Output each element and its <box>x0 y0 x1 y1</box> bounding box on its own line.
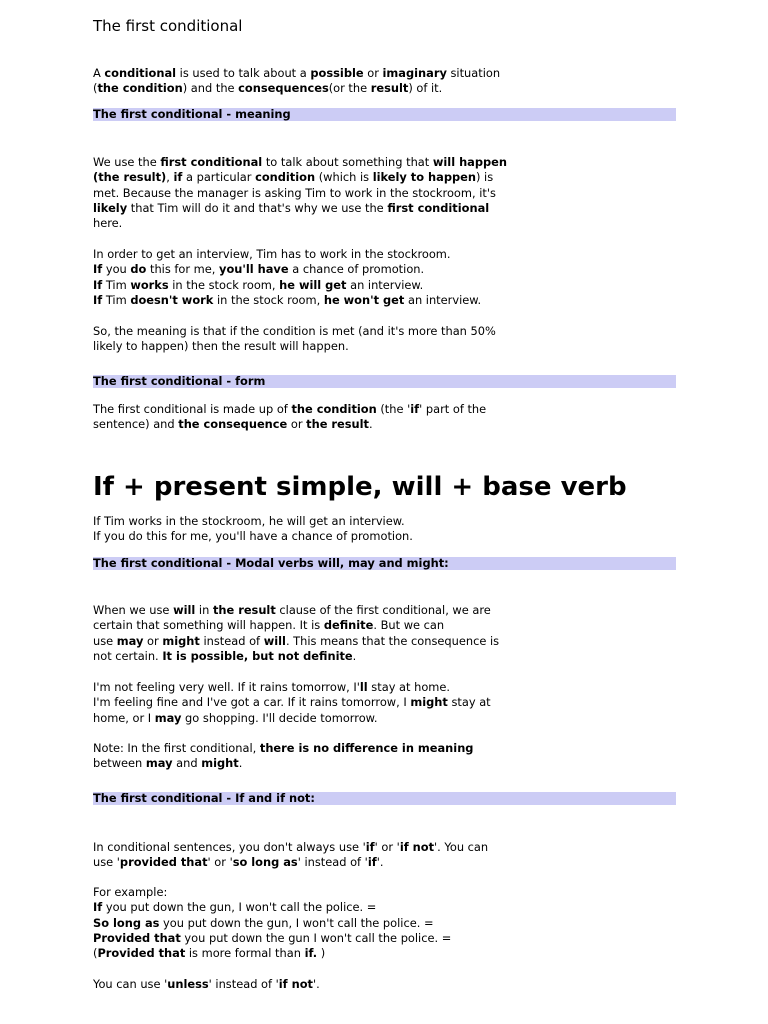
bold-text: so long as <box>232 855 298 870</box>
bold-text: may <box>116 633 144 648</box>
text-line <box>93 278 481 293</box>
text-run: ( <box>93 81 98 96</box>
text-run: I'm not feeling very well. If it rains tomorrow, I' <box>93 680 360 694</box>
text-line <box>93 170 507 185</box>
bold-text: might <box>162 633 200 648</box>
text-line <box>93 262 481 277</box>
bold-text: do <box>130 262 147 277</box>
intro-paragraph <box>93 66 500 97</box>
bold-text: If <box>93 277 103 292</box>
text-line <box>93 756 473 771</box>
if-not-examples <box>93 885 451 961</box>
text-run: not certain. <box>93 648 163 663</box>
text-run: a particular <box>182 170 256 185</box>
unless-paragraph <box>93 977 320 992</box>
text-run: ' part of the <box>419 402 487 416</box>
text-run: . But we can <box>373 618 445 633</box>
text-run: ' instead of ' <box>208 977 279 991</box>
text-run: or <box>143 633 163 648</box>
text-line <box>93 402 486 417</box>
text-line <box>93 741 473 756</box>
text-run: When we use <box>93 603 174 617</box>
bold-text: consequences <box>238 81 329 96</box>
text-run: or <box>363 66 383 80</box>
bold-text: definite <box>323 618 374 633</box>
text-line <box>93 324 496 339</box>
section-header-form: The first conditional - form <box>93 375 676 388</box>
text-run: , <box>166 170 174 185</box>
text-run: home, or I <box>93 710 155 725</box>
text-run: (which is <box>315 170 373 185</box>
text-line <box>93 946 451 961</box>
text-run: ' or ' <box>207 855 233 870</box>
meaning-summary <box>93 324 496 355</box>
modal-paragraph <box>93 603 499 664</box>
bold-text: if <box>173 170 183 185</box>
bold-text: possible <box>310 66 364 80</box>
text-run: in the stock room, <box>213 292 324 307</box>
meaning-paragraph <box>93 155 507 231</box>
form-paragraph <box>93 402 486 433</box>
bold-text: result <box>370 81 409 96</box>
text-run: You can use ' <box>93 977 168 991</box>
bold-text: the condition <box>97 81 183 96</box>
text-run: is used to talk about a <box>176 66 311 80</box>
bold-text: if <box>410 402 420 416</box>
text-run: go shopping. I'll decide tomorrow. <box>181 710 378 725</box>
text-run: stay at <box>447 695 491 710</box>
modal-note <box>93 741 473 772</box>
text-line <box>93 695 491 710</box>
text-run: . <box>352 648 357 663</box>
text-run: an interview. <box>346 277 424 292</box>
page-title: The first conditional <box>93 17 243 35</box>
text-run: is more formal than <box>185 946 305 961</box>
bold-text: if not <box>399 840 435 854</box>
text-run: between <box>93 756 146 771</box>
text-run: (or the <box>328 81 371 96</box>
bold-text: imaginary <box>382 66 447 80</box>
bold-text: (the result) <box>93 170 167 185</box>
text-run: ' or ' <box>374 840 400 854</box>
bold-text: first conditional <box>387 200 490 215</box>
bold-text: It is possible, but not definite <box>162 648 353 663</box>
text-line <box>93 155 507 170</box>
text-line <box>93 931 451 946</box>
text-run: likely to happen) then the result will happen. <box>93 339 349 354</box>
if-not-paragraph <box>93 840 488 871</box>
bold-text: if <box>365 840 375 854</box>
bold-text: Provided that <box>93 930 181 945</box>
bold-text: he won't get <box>323 292 405 307</box>
text-run: in <box>195 603 213 617</box>
text-line <box>93 514 413 529</box>
bold-text: there is no difference in meaning <box>259 741 474 755</box>
text-run: '. <box>313 977 320 991</box>
text-run: ) of it. <box>408 81 443 96</box>
bold-text: doesn't work <box>130 292 214 307</box>
bold-text: if. <box>304 946 318 961</box>
text-run: A <box>93 66 105 80</box>
text-run: use ' <box>93 855 120 870</box>
text-line <box>93 247 481 262</box>
text-run: or <box>287 417 307 432</box>
text-line <box>93 977 320 992</box>
section-header-if-not: The first conditional - If and if not: <box>93 792 676 805</box>
text-run: '. <box>376 855 384 870</box>
text-line <box>93 417 486 432</box>
text-run: situation <box>446 66 501 80</box>
text-run: instead of <box>199 633 264 648</box>
bold-text: you'll have <box>219 262 289 277</box>
text-run: . <box>369 417 373 432</box>
text-line <box>93 916 451 931</box>
text-run: stay at home. <box>367 680 451 694</box>
bold-text: If <box>93 262 103 277</box>
bold-text: may <box>154 710 182 725</box>
text-run: '. You can <box>434 840 489 854</box>
text-line <box>93 840 488 855</box>
text-line <box>93 618 499 633</box>
bold-text: the condition <box>291 402 377 416</box>
text-run: In order to get an interview, Tim has to work in the stockroom. <box>93 247 451 261</box>
bold-text: provided that <box>119 855 208 870</box>
bold-text: will <box>263 633 286 648</box>
bold-text: ll <box>359 680 368 694</box>
text-run: The first conditional is made up of <box>93 402 292 416</box>
bold-text: the result <box>306 417 369 432</box>
text-run: If Tim works in the stockroom, he will get an interview. <box>93 514 405 528</box>
text-line <box>93 293 481 308</box>
form-examples <box>93 514 413 545</box>
text-run: here. <box>93 216 123 231</box>
text-run: I'm feeling fine and I've got a car. If it rains tomorrow, I <box>93 695 411 710</box>
bold-text: So long as <box>93 915 160 930</box>
bold-text: condition <box>255 170 316 185</box>
text-run: and <box>172 756 202 771</box>
form-formula: If + present simple, will + base verb <box>93 472 627 502</box>
text-line <box>93 634 499 649</box>
bold-text: might <box>410 695 448 710</box>
bold-text: first conditional <box>160 155 263 169</box>
bold-text: likely to happen <box>372 170 476 185</box>
bold-text: may <box>145 756 173 771</box>
text-line <box>93 201 507 216</box>
text-line <box>93 186 507 201</box>
bold-text: likely <box>93 200 128 215</box>
text-run: ( <box>93 946 98 961</box>
text-run: ' instead of ' <box>297 855 368 870</box>
text-run: this for me, <box>146 262 220 277</box>
text-line <box>93 885 451 900</box>
text-run: In conditional sentences, you don't always use ' <box>93 840 366 854</box>
text-run: that Tim will do it and that's why we use the <box>127 200 388 215</box>
meaning-examples <box>93 247 481 308</box>
text-run: So, the meaning is that if the condition is met (and it's more than 50% <box>93 324 496 338</box>
bold-text: might <box>201 756 239 771</box>
text-run: Tim <box>102 292 131 307</box>
text-line <box>93 216 507 231</box>
text-line <box>93 680 491 695</box>
text-line <box>93 339 496 354</box>
bold-text: works <box>130 277 169 292</box>
text-run: For example: <box>93 885 168 899</box>
text-line <box>93 711 491 726</box>
text-run: If you do this for me, you'll have a chance of promotion. <box>93 529 413 544</box>
text-run: you put down the gun, I won't call the police. = <box>159 915 434 930</box>
text-line <box>93 66 500 81</box>
text-run: We use the <box>93 155 161 169</box>
text-line <box>93 529 413 544</box>
text-run: . <box>238 756 243 771</box>
bold-text: unless <box>167 977 209 991</box>
text-line <box>93 81 500 96</box>
section-header-meaning: The first conditional - meaning <box>93 108 676 121</box>
bold-text: If <box>93 900 103 915</box>
bold-text: will <box>173 603 196 617</box>
bold-text: If <box>93 292 103 307</box>
text-line <box>93 649 499 664</box>
text-run: clause of the first conditional, we are <box>275 603 491 617</box>
bold-text: if not <box>278 977 313 991</box>
modal-examples <box>93 680 491 726</box>
text-run: an interview. <box>404 292 482 307</box>
text-run: sentence) and <box>93 417 179 432</box>
text-run: ) <box>317 946 326 961</box>
bold-text: the consequence <box>178 417 288 432</box>
text-run: a chance of promotion. <box>288 262 425 277</box>
text-run: you put down the gun I won't call the police. = <box>180 930 452 945</box>
text-line <box>93 900 451 915</box>
text-run: certain that something will happen. It is <box>93 618 324 633</box>
text-run: you <box>102 262 131 277</box>
text-run: you put down the gun, I won't call the police. = <box>102 900 377 915</box>
text-run: . This means that the consequence is <box>285 633 500 648</box>
bold-text: Provided that <box>97 946 186 961</box>
text-run: in the stock room, <box>168 277 280 292</box>
bold-text: the result <box>212 603 276 617</box>
text-line <box>93 603 499 618</box>
text-run: (the ' <box>376 402 411 416</box>
text-run: ) is <box>475 170 494 185</box>
bold-text: conditional <box>104 66 177 80</box>
text-run: use <box>93 633 117 648</box>
text-run: Note: In the first conditional, <box>93 741 260 755</box>
bold-text: if <box>367 855 377 870</box>
bold-text: will happen <box>432 155 508 169</box>
section-header-modal: The first conditional - Modal verbs will, may and might: <box>93 557 676 570</box>
bold-text: he will get <box>279 277 347 292</box>
text-run: to talk about something that <box>262 155 433 169</box>
text-run: Tim <box>102 277 131 292</box>
text-line <box>93 855 488 870</box>
text-run: met. Because the manager is asking Tim to work in the stockroom, it's <box>93 185 496 200</box>
text-run: ) and the <box>182 81 239 96</box>
